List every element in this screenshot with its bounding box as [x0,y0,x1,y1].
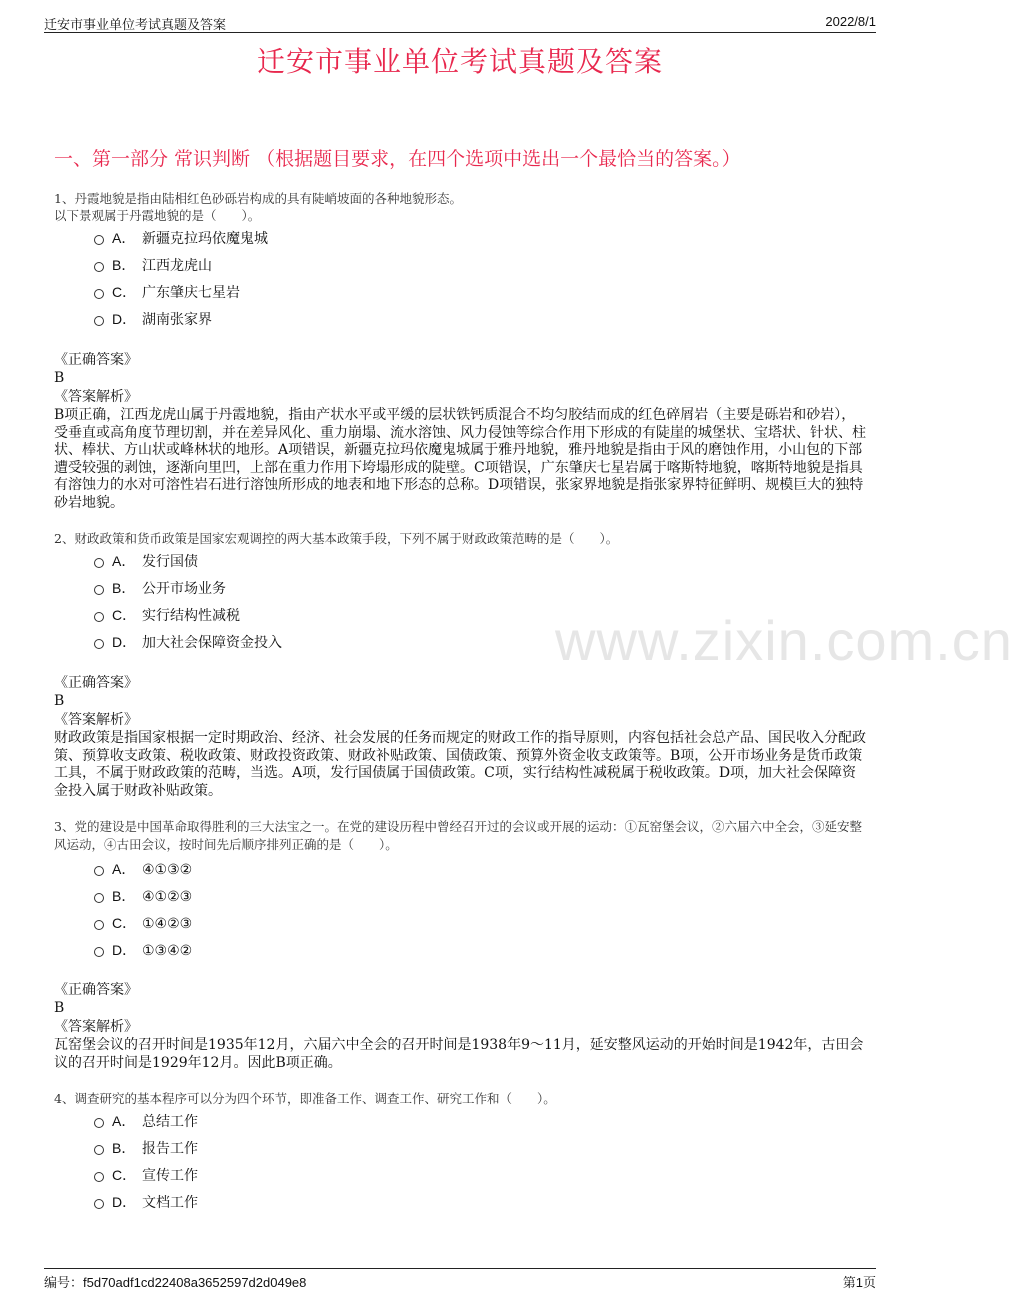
radio-icon[interactable] [94,920,104,930]
radio-icon[interactable] [94,1172,104,1182]
radio-icon[interactable] [94,612,104,622]
footer-divider [44,1268,876,1269]
question-1-analysis-label: 《答案解析》 [54,389,138,405]
question-1-option-c[interactable]: C． 广东肇庆七星岩 [94,283,240,302]
question-4-option-b[interactable]: B． 报告工作 [94,1139,198,1158]
question-2-option-b[interactable]: B． 公开市场业务 [94,579,226,598]
radio-icon[interactable] [94,585,104,595]
question-2-option-a[interactable]: A． 发行国债 [94,552,198,571]
question-2-stem: 2、财政政策和货币政策是国家宏观调控的两大基本政策手段，下列不属于财政政策范畴的是（ ）。 [54,531,619,546]
question-2-answer: B [54,693,65,709]
question-1-answer: B [54,370,65,386]
radio-icon[interactable] [94,1118,104,1128]
document-id: 编号：f5d70adf1cd22408a3652597d2d049e8 [44,1275,307,1290]
question-2-option-d[interactable]: D． 加大社会保障资金投入 [94,633,282,652]
radio-icon[interactable] [94,893,104,903]
radio-icon[interactable] [94,1199,104,1209]
radio-icon[interactable] [94,558,104,568]
question-1-option-a[interactable]: A． 新疆克拉玛依魔鬼城 [94,229,268,248]
question-1-option-d[interactable]: D． 湖南张家界 [94,310,212,329]
question-3-answer: B [54,1000,65,1016]
header-date: 2022/8/1 [825,14,876,29]
question-3-analysis: 瓦窑堡会议的召开时间是1935年12月，六届六中全会的召开时间是1938年9～11月，延安整风运动的开始时间是1942年，古田会议的召开时间是1929年12月。因此B项正确。 [54,1037,864,1071]
page-title: 迁安市事业单位考试真题及答案 [256,45,663,78]
question-2-analysis: 财政政策是指国家根据一定时期政治、经济、社会发展的任务而规定的财政工作的指导原则，内容包括社会总产品、国民收入分配政策、预算收支政策、税收政策、财政投资政策、财政补贴政策、国债政策、预算外资金收支政策等。B项，公开市场业务是货币政策工具，不属于财政政策的范畴，当选。A项，发行国债属于国债政策。C项，实行结构性减税属于税收政策。D项，加大社会保障资金投入属于财政补贴政策。 [54,730,866,799]
question-3-option-d[interactable]: D． ①③④② [94,941,192,960]
question-1-stem: 1、丹霞地貌是指由陆相红色砂砾岩构成的具有陡峭坡面的各种地貌形态。 [54,191,462,206]
watermark: www.zixin.com.cn [555,609,1013,672]
question-3-analysis-label: 《答案解析》 [54,1019,138,1035]
radio-icon[interactable] [94,1145,104,1155]
question-1-answer-label: 《正确答案》 [54,352,138,368]
question-4-stem: 4、调查研究的基本程序可以分为四个环节，即准备工作、调查工作、研究工作和（ ）。 [54,1091,556,1106]
question-4-option-a[interactable]: A． 总结工作 [94,1112,198,1131]
radio-icon[interactable] [94,639,104,649]
question-3-answer-label: 《正确答案》 [54,982,138,998]
question-3-option-c[interactable]: C． ①④②③ [94,914,192,933]
header-divider [44,32,876,33]
question-1-stem-2: 以下景观属于丹霞地貌的是（ ）。 [54,208,261,223]
radio-icon[interactable] [94,866,104,876]
question-3-option-b[interactable]: B． ④①②③ [94,887,192,906]
question-4-option-c[interactable]: C． 宣传工作 [94,1166,198,1185]
radio-icon[interactable] [94,316,104,326]
question-3-stem: 3、党的建设是中国革命取得胜利的三大法宝之一。在党的建设历程中曾经召开过的会议或开展的运动：①瓦窑堡会议，②六届六中全会，③延安整风运动，④古田会议，按时间先后顺序排列正确的是（ ）。 [54,819,862,852]
question-1-option-b[interactable]: B． 江西龙虎山 [94,256,212,275]
radio-icon[interactable] [94,235,104,245]
question-3-option-a[interactable]: A． ④①③② [94,860,192,879]
radio-icon[interactable] [94,289,104,299]
question-2-option-c[interactable]: C． 实行结构性减税 [94,606,240,625]
question-1-analysis: B项正确，江西龙虎山属于丹霞地貌，指由产状水平或平缓的层状铁钙质混合不均匀胶结而成的红色碎屑岩（主要是砾岩和砂岩），受垂直或高角度节理切割，并在差异风化、重力崩塌、流水溶蚀、风力侵蚀等综合作用下形成的有陡崖的城堡状、宝塔状、针状、柱状、棒状、方山状或峰林状的地形。A项错误，新疆克拉玛依魔鬼城属于雅丹地貌，雅丹地貌是指由于风的磨蚀作用，小山包的下部遭受较强的剥蚀，逐渐向里凹，上部在重力作用下垮塌形成的陡壁。C项错误，广东肇庆七星岩属于喀斯特地貌，喀斯特地貌是指具有溶蚀力的水对可溶性岩石进行溶蚀所形成的地表和地下形态的总称。D项错误，张家界地貌是指张家界特征鲜明、规模巨大的独特砂岩地貌。 [54,407,866,511]
question-4-option-d[interactable]: D． 文档工作 [94,1193,198,1212]
section-heading: 一、第一部分 常识判断 （根据题目要求，在四个选项中选出一个最恰当的答案。） [54,148,741,170]
radio-icon[interactable] [94,947,104,957]
question-2-analysis-label: 《答案解析》 [54,712,138,728]
question-2-answer-label: 《正确答案》 [54,675,138,691]
page-number: 第1页 [842,1275,876,1290]
radio-icon[interactable] [94,262,104,272]
header-title: 迁安市事业单位考试真题及答案 [44,18,227,33]
